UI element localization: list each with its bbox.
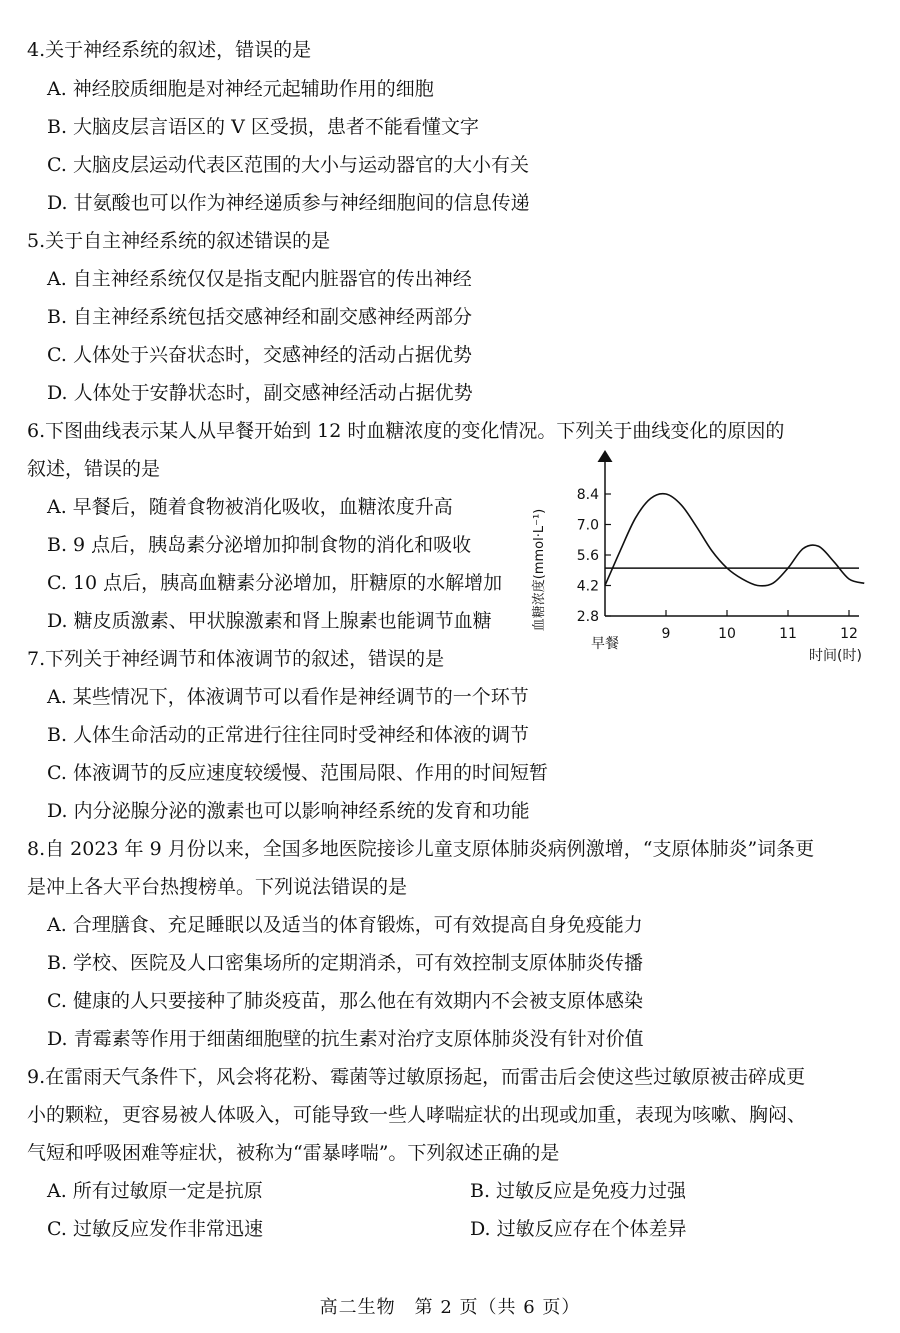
question-6-stem: 6.下图曲线表示某人从早餐开始到 12 时血糖浓度的变化情况。下列关于曲线变化的原因的 — [27, 420, 785, 442]
question-9-option-d: D. 过敏反应存在个体差异 — [470, 1218, 687, 1240]
question-7-option-c: C. 体液调节的反应速度较缓慢、范围局限、作用的时间短暂 — [47, 762, 548, 784]
question-9-option-a: A. 所有过敏原一定是抗原 — [47, 1180, 263, 1202]
chart-x-tick-label: 10 — [718, 626, 736, 642]
chart-y-tick-label: 5.6 — [576, 548, 599, 564]
question-6-option-a: A. 早餐后，随着食物被消化吸收，血糖浓度升高 — [47, 496, 453, 518]
chart-x-tick-label: 9 — [661, 626, 671, 642]
chart-x-tick-label: 11 — [779, 626, 797, 642]
question-8-option-a: A. 合理膳食、充足睡眠以及适当的体育锻炼，可有效提高自身免疫能力 — [47, 914, 643, 936]
chart-x-tick-label: 12 — [840, 626, 858, 642]
question-6-option-d: D. 糖皮质激素、甲状腺激素和肾上腺素也能调节血糖 — [47, 610, 492, 632]
question-7-option-a: A. 某些情况下，体液调节可以看作是神经调节的一个环节 — [47, 686, 529, 708]
page-footer: 高二生物 第 2 页（共 6 页） — [319, 1297, 581, 1318]
question-5-option-c: C. 人体处于兴奋状态时，交感神经的活动占据优势 — [47, 344, 472, 366]
question-7-option-d: D. 内分泌腺分泌的激素也可以影响神经系统的发育和功能 — [47, 800, 530, 822]
question-7-stem: 7.下列关于神经调节和体液调节的叙述，错误的是 — [27, 648, 445, 670]
question-9-stem: 小的颗粒，更容易被人体吸入，可能导致一些人哮喘症状的出现或加重，表现为咳嗽、胸闷、 — [27, 1104, 807, 1126]
question-9-stem: 气短和呼吸困难等症状，被称为“雷暴哮喘”。下列叙述正确的是 — [27, 1142, 560, 1164]
blood-glucose-chart — [525, 448, 865, 673]
chart-x-tick-label: 早餐 — [591, 636, 619, 652]
question-4-option-d: D. 甘氨酸也可以作为神经递质参与神经细胞间的信息传递 — [47, 192, 530, 214]
chart-y-axis-label: 血糖浓度(mmol·L⁻¹) — [532, 508, 547, 632]
chart-y-tick-label: 7.0 — [576, 517, 599, 534]
question-6-option-b: B. 9 点后，胰岛素分泌增加抑制食物的消化和吸收 — [47, 534, 472, 556]
question-4-option-a: A. 神经胶质细胞是对神经元起辅助作用的细胞 — [47, 78, 434, 100]
question-5-option-b: B. 自主神经系统包括交感神经和副交感神经两部分 — [47, 306, 473, 328]
question-4-stem: 4.关于神经系统的叙述，错误的是 — [27, 39, 312, 61]
question-8-option-c: C. 健康的人只要接种了肺炎疫苗，那么他在有效期内不会被支原体感染 — [47, 990, 643, 1012]
question-8-stem: 8.自 2023 年 9 月份以来，全国多地医院接诊儿童支原体肺炎病例激增，“支原体肺炎”词条更 — [27, 838, 815, 860]
question-4-option-b: B. 大脑皮层言语区的 V 区受损，患者不能看懂文字 — [47, 116, 479, 138]
question-5-stem: 5.关于自主神经系统的叙述错误的是 — [27, 230, 331, 252]
chart-x-axis-label: 时间(时) — [809, 648, 862, 664]
question-5-option-d: D. 人体处于安静状态时，副交感神经活动占据优势 — [47, 382, 473, 404]
question-8-option-b: B. 学校、医院及人口密集场所的定期消杀，可有效控制支原体肺炎传播 — [47, 952, 644, 974]
chart-y-tick-label: 8.4 — [576, 487, 599, 503]
question-5-option-a: A. 自主神经系统仅仅是指支配内脏器官的传出神经 — [47, 268, 472, 290]
question-9-option-b: B. 过敏反应是免疫力过强 — [470, 1180, 687, 1202]
chart-series-line — [605, 494, 864, 586]
question-6-option-c: C. 10 点后，胰高血糖素分泌增加，肝糖原的水解增加 — [47, 572, 503, 594]
question-8-stem: 是冲上各大平台热搜榜单。下列说法错误的是 — [27, 876, 408, 898]
question-6-stem: 叙述，错误的是 — [27, 458, 161, 480]
question-7-option-b: B. 人体生命活动的正常进行往往同时受神经和体液的调节 — [47, 724, 530, 746]
question-8-option-d: D. 青霉素等作用于细菌细胞壁的抗生素对治疗支原体肺炎没有针对价值 — [47, 1028, 644, 1050]
question-9-stem: 9.在雷雨天气条件下，风会将花粉、霉菌等过敏原扬起，而雷击后会使这些过敏原被击碎成更 — [27, 1066, 806, 1088]
chart-y-tick-label: 4.2 — [576, 578, 599, 595]
question-4-option-c: C. 大脑皮层运动代表区范围的大小与运动器官的大小有关 — [47, 154, 529, 176]
question-9-option-c: C. 过敏反应发作非常迅速 — [47, 1218, 263, 1240]
chart-y-tick-label: 2.8 — [576, 609, 599, 625]
